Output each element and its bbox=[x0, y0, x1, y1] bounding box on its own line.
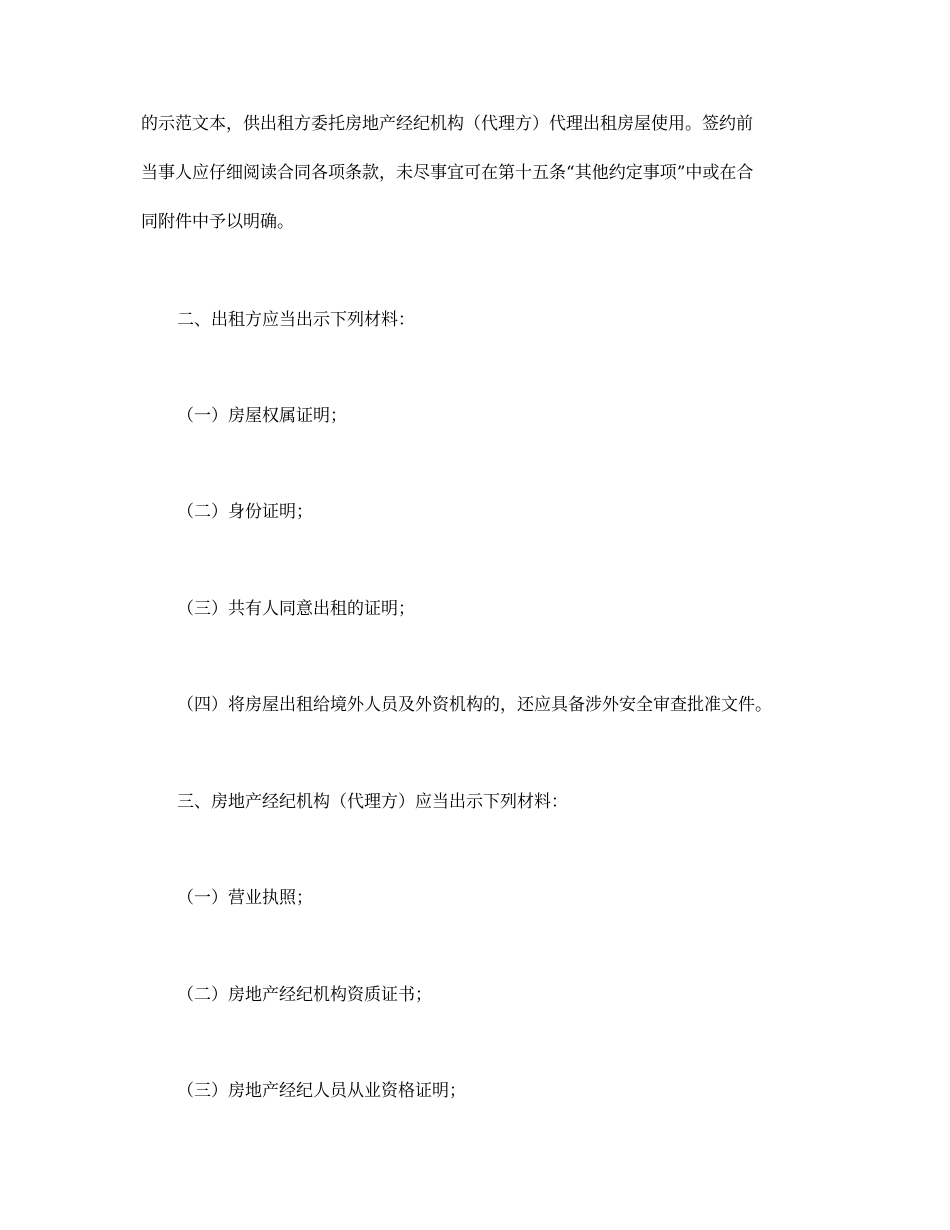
section-two-item-2: （二）身份证明； bbox=[177, 502, 313, 522]
intro-line-1: 的示范文本，供出租方委托房地产经纪机构（代理方）代理出租房屋使用。签约前 bbox=[141, 114, 753, 134]
intro-line-2: 当事人应仔细阅读合同各项条款，未尽事宜可在第十五条“其他约定事项”中或在合 bbox=[141, 163, 754, 183]
section-two-item-3: （三）共有人同意出租的证明； bbox=[177, 599, 415, 619]
section-three-heading: 三、房地产经纪机构（代理方）应当出示下列材料： bbox=[177, 792, 568, 812]
section-two-item-1: （一）房屋权属证明； bbox=[177, 406, 347, 426]
section-two-item-4: （四）将房屋出租给境外人员及外资机构的，还应具备涉外安全审查批准文件。 bbox=[177, 695, 772, 715]
section-two-heading: 二、出租方应当出示下列材料： bbox=[177, 310, 415, 330]
section-three-item-3: （三）房地产经纪人员从业资格证明； bbox=[177, 1081, 466, 1101]
intro-line-3: 同附件中予以明确。 bbox=[141, 212, 294, 232]
section-three-item-2: （二）房地产经纪机构资质证书； bbox=[177, 985, 432, 1005]
section-three-item-1: （一）营业执照； bbox=[177, 888, 313, 908]
